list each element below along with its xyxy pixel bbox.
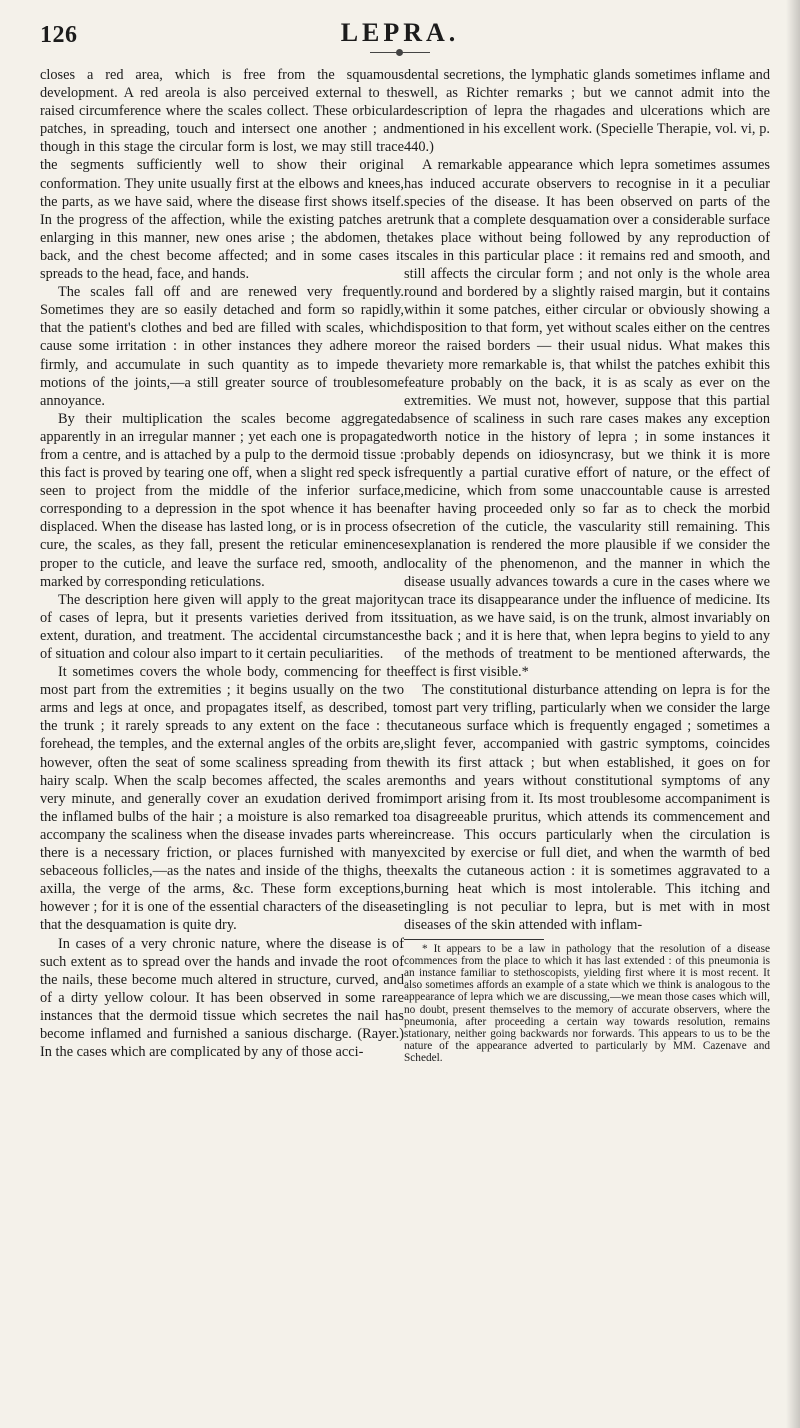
paragraph: The scales fall off and are renewed very frequently. Sometimes they are so easily detached and form so rapidly, that the patient's clothes and bed are filled with scales, which cause some irritation : in other instances they adhere more firmly, and accumulate in such quantity as to impede the motions of the joints,—a still greater source of troublesome annoyance.	[40, 284, 404, 409]
paragraph: It sometimes covers the whole body, commencing for the most part from the extremities ; it begins usually on the two arms and legs at once, and propagates itself, as described, to the trunk ; it rarely spreads to any extent on the face : the forehead, the temples, and the external angles of the orbits are, however, often the seat of some scaliness spreading from the hairy scalp. When the scalp becomes affected, the scales are very minute, and generally cover an exudation derived from the inflamed bulbs of the hair ; a moisture is also remarked to accompany the scaliness when the disease invades parts where there is a necessary friction, or places furnished with many sebaceous follicles,—as the nates and inside of the thighs, the axilla, the verge of the arms, &c. These form exceptions, however ; for it is one of the essential characters of the disease that the desquamation is quite dry.	[40, 664, 404, 934]
paragraph: By their multiplication the scales become aggregated apparently in an irregular manner ; yet each one is propagated from a centre, and is attached by a pulp to the dermoid tissue : this fact is proved by tearing one off, when a slight red speck is seen to project from the middle of the inferior surface, corresponding to a depression in the spot whence it has been displaced. When the disease has lasted long, or is in process of cure, the scales, as they fall, present the reticular eminences proper to the cuticle, and leave the surface red, smooth, and marked by corresponding reticulations.	[40, 410, 404, 590]
paragraph: dental secretions, the lymphatic glands sometimes inflame and swell, as Richter remarks ; but we cannot admit into the description of lepra the rhagades and ulcerations which are mentioned in his excellent work. (Specielle Therapie, vol. vi, p. 440.)	[404, 67, 770, 156]
footnote: * It appears to be a law in pathology that the resolution of a disease commences from the place to which it has last extended : of this pneumonia is an instance familiar to stethoscopists, yielding first where it is most recent. It also sometimes affords an example of a state which we think is analogous to the appearance of lepra which we are discussing,—we mean those cases which will, no doubt, present themselves to the memory of accurate observers, where the pneumonia, after proceeding a certain way towards resolution, remains stationary, neither going backwards nor forwards. This appears to us to be the nature of the appearance adverted to particularly by MM. Cazenave and Schedel.	[404, 942, 770, 1065]
paragraph: The description here given will apply to the great majority of cases of lepra, but it presents varieties derived from its extent, duration, and treatment. The accidental circumstances of situation and colour also impart to it certain peculiarities.	[40, 591, 404, 662]
paragraph: closes a red area, which is free from the squamous development. A red areola is also perceived external to the raised circumference where the scales collect. These orbicular patches, in spreading, touch and intersect one another ; and though in this stage the circular form is lost, we may still trace the segments sufficiently well to show their original conformation. They unite usually first at the elbows and knees, the parts, as we have said, where the disease first shows itself. In the progress of the affection, while the existing patches are enlarging in this manner, new ones arise ; the abdomen, the back, and the chest become affected; and in some cases it spreads to the head, face, and hands.	[40, 67, 404, 283]
title-ornament-rule	[370, 52, 430, 53]
paragraph: A remarkable appearance which lepra sometimes assumes has induced accurate observers to recognise in it a peculiar species of the disease. It has been observed on parts of the trunk that a complete desquamation over a considerable surface takes place without being followed by any reproduction of scales in this particular place : it remains red and smooth, and still affects the circular form ; and not only is the whole area round and bordered by a slightly raised margin, but it contains within it some patches, either circular or obviously showing a disposition to that form, yet without scales either on the centres or the raised borders — their usual nidus. What makes this variety more remarkable is, that whilst the patches exhibit this feature probably on the back, it is as scaly as ever on the extremities. We must not, however, suppose that this partial absence of scaliness in such rare cases makes any exception worth notice in the history of lepra ; in some instances it probably depends on idiosyncrasy, but we think it is more frequently a partial curative effort of nature, or the effect of medicine, which from some unaccountable cause is arrested after having proceeded only so far as to check the morbid secretion of the cuticle, the vascularity still remaining. This explanation is rendered the more plausible if we consider the locality of the phenomenon, and the manner in which the disease usually advances towards a cure in the cases where we can trace its disappearance under the influence of medicine. Its situation, as we have said, is on the trunk, almost invariably on the back ; and it is here that, when lepra begins to yield to any of the methods of treatment to be mentioned afterwards, the effect is first visible.*	[404, 157, 770, 681]
running-title: LEPRA.	[340, 18, 460, 47]
page-number: 126	[40, 22, 78, 48]
page-edge-shadow	[786, 0, 800, 1428]
left-text-column	[40, 66, 404, 1061]
footnote-rule	[404, 939, 544, 940]
paragraph: In cases of a very chronic nature, where the disease is of such extent as to spread over the hands and invade the root of the nails, these become much altered in structure, curved, and of a dirty yellow colour. It has been observed in some rare instances that the dermoid tissue which secretes the nail has become inflamed and furnished a sanious discharge. (Rayer.) In the cases which are complicated by any of those acci-	[40, 935, 404, 1061]
paragraph: The constitutional disturbance attending on lepra is for the most part very trifling, particularly when we consider the large cutaneous surface which is frequently engaged ; sometimes a slight fever, accompanied with gastric symptoms, coincides with its first attack ; but when established, it goes on for months and years without constitutional symptoms of any import arising from it. Its most troublesome accompaniment is a disagreeable pruritus, which attends its commencement and increase. This occurs particularly when the circulation is excited by exercise or full diet, and when the warmth of bed exalts the cutaneous action : it is sometimes aggravated to a burning heat which is most intolerable. This itching and tingling is not peculiar to lepra, but is met with in most diseases of the skin attended with inflam-	[404, 682, 770, 934]
right-text-column	[404, 66, 770, 1065]
